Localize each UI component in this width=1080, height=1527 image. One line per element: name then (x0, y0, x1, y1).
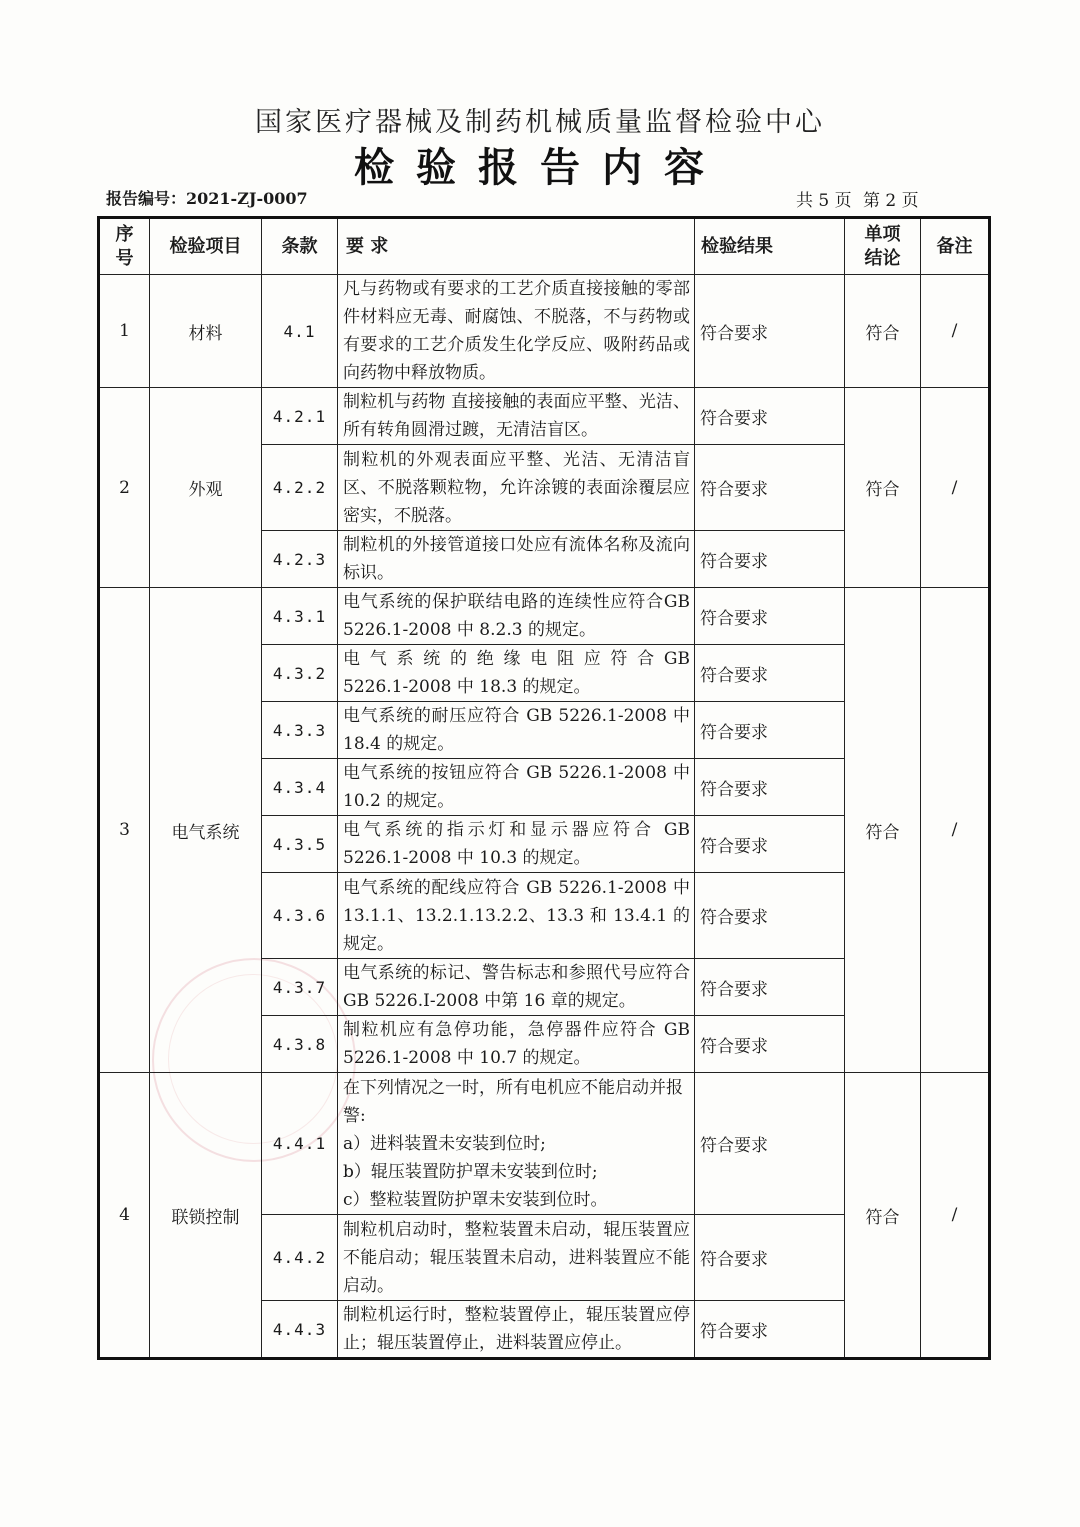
report-number-label: 报告编号： (106, 189, 187, 208)
organization-name: 国家医疗器械及制药机械质量监督检验中心 (255, 107, 825, 138)
row-seq: 4 (99, 1073, 150, 1359)
requirement-line: c）整粒装置防护罩未安装到位时。 (343, 1189, 608, 1210)
row-result: 符合要求 (695, 1215, 845, 1301)
row-item: 外观 (150, 388, 262, 588)
row-result: 符合要求 (695, 1301, 845, 1359)
row-result: 符合要求 (695, 959, 845, 1016)
row-requirement: 制粒机的外观表面应平整、光洁、无清洁盲区、不脱落颗粒物，允许涂镀的表面涂覆层应密实，不脱落。 (338, 445, 695, 531)
col-item: 检验项目 (150, 218, 262, 275)
row-clause: 4.3.6 (262, 873, 338, 959)
row-requirement: 电气系统的配线应符合 GB 5226.1-2008 中 13.1.1、13.2.1.13.2.2、13.3 和 13.4.1 的规定。 (338, 873, 695, 959)
row-result: 符合要求 (695, 445, 845, 531)
row-result: 符合要求 (695, 275, 845, 388)
total-pages: 共 5 页 (796, 191, 852, 211)
row-clause: 4.1 (262, 275, 338, 388)
row-requirement (338, 1073, 695, 1215)
row-requirement: 凡与药物或有要求的工艺介质直接接触的零部件材料应无毒、耐腐蚀、不脱落，不与药物或有要求的工艺介质发生化学反应、吸附药品或向药物中释放物质。 (338, 275, 695, 388)
row-clause: 4.3.8 (262, 1016, 338, 1073)
row-clause: 4.4.3 (262, 1301, 338, 1359)
row-result: 符合要求 (695, 588, 845, 645)
col-requirement: 要 求 (338, 218, 695, 275)
row-requirement: 电气系统的按钮应符合 GB 5226.1-2008 中 10.2 的规定。 (338, 759, 695, 816)
row-requirement: 电气系统的耐压应符合 GB 5226.1-2008 中 18.4 的规定。 (338, 702, 695, 759)
row-seq: 1 (99, 275, 150, 388)
inspection-table (97, 216, 991, 1360)
row-clause: 4.2.1 (262, 388, 338, 445)
row-verdict: 符合 (845, 1073, 921, 1359)
row-clause: 4.4.1 (262, 1073, 338, 1215)
row-requirement: 电气系统的标记、警告标志和参照代号应符合 GB 5226.I-2008 中第 16 章的规定。 (338, 959, 695, 1016)
table-row (99, 388, 990, 445)
requirement-line: 在下列情况之一时，所有电机应不能启动并报警: (343, 1077, 683, 1126)
col-seq: 序号 (99, 218, 150, 275)
table-row (99, 275, 990, 388)
row-clause: 4.3.1 (262, 588, 338, 645)
row-seq: 3 (99, 588, 150, 1073)
row-requirement: 电气系统的指示灯和显示器应符合 GB 5226.1-2008 中 10.3 的规定。 (338, 816, 695, 873)
row-result: 符合要求 (695, 816, 845, 873)
requirement-line: a）进料装置未安装到位时; (343, 1133, 546, 1154)
row-clause: 4.3.3 (262, 702, 338, 759)
row-requirement: 制粒机应有急停功能，急停器件应符合 GB 5226.1-2008 中 10.7 的规定。 (338, 1016, 695, 1073)
row-requirement: 电气系统的保护联结电路的连续性应符合GB 5226.1-2008 中 8.2.3 的规定。 (338, 588, 695, 645)
page-indicator (796, 186, 925, 211)
row-seq: 2 (99, 388, 150, 588)
row-verdict: 符合 (845, 588, 921, 1073)
row-verdict: 符合 (845, 275, 921, 388)
report-title: 检验报告内容 (354, 144, 726, 191)
row-requirement: 制粒机运行时，整粒装置停止，辊压装置应停止；辊压装置停止，进料装置应停止。 (338, 1301, 695, 1359)
row-remark: / (921, 588, 990, 1073)
row-remark: / (921, 1073, 990, 1359)
row-clause: 4.2.2 (262, 445, 338, 531)
row-clause: 4.3.5 (262, 816, 338, 873)
row-item: 材料 (150, 275, 262, 388)
current-page: 第 2 页 (863, 191, 919, 211)
row-requirement: 制粒机的外接管道接口处应有流体名称及流向标识。 (338, 531, 695, 588)
row-clause: 4.3.2 (262, 645, 338, 702)
row-result: 符合要求 (695, 645, 845, 702)
report-number-value: 2021-ZJ-0007 (186, 189, 308, 208)
row-result: 符合要求 (695, 873, 845, 959)
row-item: 电气系统 (150, 588, 262, 1073)
table-row (99, 1073, 990, 1215)
row-remark: / (921, 388, 990, 588)
row-result: 符合要求 (695, 388, 845, 445)
row-clause: 4.4.2 (262, 1215, 338, 1301)
row-result: 符合要求 (695, 702, 845, 759)
row-result: 符合要求 (695, 1016, 845, 1073)
row-requirement: 电 气 系 统 的 绝 缘 电 阻 应 符 合 GB 5226.1-2008 中 18.3 的规定。 (338, 645, 695, 702)
row-requirement: 制粒机与药物 直接接触的表面应平整、光洁、所有转角圆滑过踱，无清洁盲区。 (338, 388, 695, 445)
row-item: 联锁控制 (150, 1073, 262, 1359)
row-result: 符合要求 (695, 1073, 845, 1215)
row-clause: 4.3.7 (262, 959, 338, 1016)
col-remark: 备注 (921, 218, 990, 275)
requirement-line: b）辊压装置防护罩未安装到位时; (343, 1161, 598, 1182)
table-header-row (99, 218, 990, 275)
table-row (99, 588, 990, 645)
row-remark: / (921, 275, 990, 388)
report-number (106, 186, 308, 209)
row-result: 符合要求 (695, 531, 845, 588)
row-clause: 4.2.3 (262, 531, 338, 588)
row-requirement: 制粒机启动时，整粒装置未启动，辊压装置应不能启动；辊压装置未启动，进料装置应不能启动。 (338, 1215, 695, 1301)
row-verdict: 符合 (845, 388, 921, 588)
row-clause: 4.3.4 (262, 759, 338, 816)
col-result: 检验结果 (695, 218, 845, 275)
col-verdict: 单项结论 (845, 218, 921, 275)
row-result: 符合要求 (695, 759, 845, 816)
col-clause: 条款 (262, 218, 338, 275)
